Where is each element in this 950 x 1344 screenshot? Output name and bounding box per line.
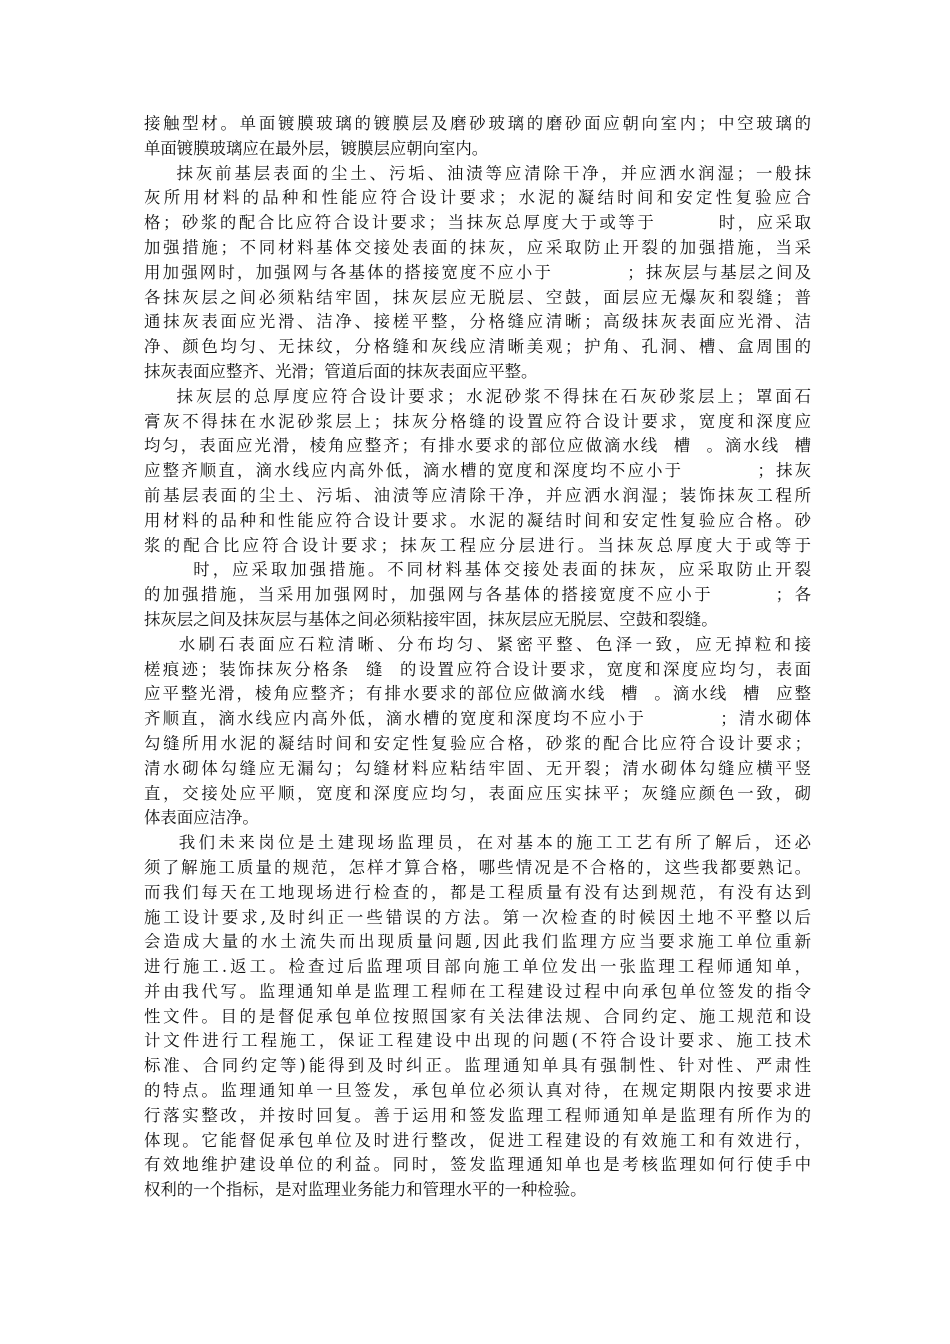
text-line: 接触型材。单面镀膜玻璃的镀膜层及磨砂玻璃的磨砂面应朝向室内；中空玻璃的 (144, 114, 811, 133)
text-line: 用加强网时，加强网与各基体的搭接宽度不应小于 ；抹灰层与基层之间及 (144, 262, 811, 282)
text-line: 性文件。目的是督促承包单位按照国家有关法律法规、合同约定、施工规范和设 (144, 1006, 811, 1026)
text-line: 须了解施工质量的规范，怎样才算合格，哪些情况是不合格的，这些我都要熟记。 (144, 857, 811, 877)
paragraph (144, 831, 811, 1203)
document-body (144, 112, 811, 1203)
text-line: 格；砂浆的配合比应符合设计要求；当抹灰总厚度大于或等于 时，应采取 (144, 213, 811, 233)
text-line: 通抹灰表面应光滑、洁净、接槎平整，分格缝应清晰；高级抹灰表面应光滑、洁 (144, 312, 811, 332)
text-line: 的特点。监理通知单一旦签发，承包单位必须认真对待，在规定期限内按要求进 (144, 1081, 811, 1101)
text-line: 抹灰层之间及抹灰层与基体之间必须粘接牢固，抹灰层应无脱层、空鼓和裂缝。 (144, 609, 718, 629)
text-line: 均匀，表面应光滑，棱角应整齐；有排水要求的部位应做滴水线 槽 。滴水线 槽 (144, 436, 811, 456)
text-line: 用材料的品种和性能应符合设计要求。水泥的凝结时间和安定性复验应合格。砂 (144, 510, 811, 530)
text-line: 体现。它能督促承包单位及时进行整改，促进工程建设的有效施工和有效进行， (144, 1130, 811, 1150)
text-line: 水刷石表面应石粒清晰、分布均匀、紧密平整、色泽一致，应无掉粒和接 (144, 634, 811, 654)
paragraph (144, 385, 811, 633)
text-line: 应平整光滑，棱角应整齐；有排水要求的部位应做滴水线 槽 。滴水线 槽 应整 (144, 684, 811, 704)
text-line: 清水砌体勾缝应无漏勾；勾缝材料应粘结牢固、无开裂；清水砌体勾缝应横平竖 (144, 758, 811, 778)
text-line: 权利的一个指标，是对监理业务能力和管理水平的一种检验。 (144, 1180, 587, 1200)
text-line: 有效地维护建设单位的利益。同时，签发监理通知单也是考核监理如何行使手中 (144, 1155, 811, 1175)
text-line: 勾缝所用水泥的凝结时间和安定性复验应合格，砂浆的配合比应符合设计要求； (144, 733, 811, 753)
text-line: 施工设计要求,及时纠正一些错误的方法。第一次检查的时候因土地不平整以后 (144, 907, 811, 927)
text-line: 行落实整改，并按时回复。善于运用和签发监理工程师通知单是监理有所作为的 (144, 1105, 811, 1125)
text-line: 会造成大量的水土流失而出现质量问题,因此我们监理方应当要求施工单位重新 (144, 932, 811, 952)
text-line: 单面镀膜玻璃应在最外层，镀膜层应朝向室内。 (144, 138, 489, 158)
text-line: 膏灰不得抹在水泥砂浆层上；抹灰分格缝的设置应符合设计要求，宽度和深度应 (144, 411, 811, 431)
text-line: 时，应采取加强措施。不同材料基体交接处表面的抹灰，应采取防止开裂 (144, 560, 811, 580)
text-line: 槎痕迹；装饰抹灰分格条 缝 的设置应符合设计要求，宽度和深度应均匀，表面 (144, 659, 811, 679)
text-line: 标准、合同约定等)能得到及时纠正。监理通知单具有强制性、针对性、严肃性 (144, 1056, 811, 1076)
text-line: 直，交接处应平顺，宽度和深度应均匀，表面应压实抹平；灰缝应颜色一致，砌 (144, 783, 811, 803)
text-line: 抹灰表面应整齐、光滑；管道后面的抹灰表面应平整。 (144, 361, 538, 381)
text-line: 并由我代写。监理通知单是监理工程师在工程建设过程中向承包单位签发的指令 (144, 981, 811, 1001)
text-line: 体表面应洁净。 (144, 808, 259, 828)
paragraph (144, 112, 811, 162)
text-line: 应整齐顺直，滴水线应内高外低，滴水槽的宽度和深度均不应小于 ；抹灰 (144, 461, 811, 481)
text-line: 加强措施；不同材料基体交接处表面的抹灰，应采取防止开裂的加强措施，当采 (144, 237, 811, 257)
text-line: 前基层表面的尘土、污垢、油渍等应清除干净，并应洒水润湿；装饰抹灰工程所 (144, 485, 811, 505)
text-line: 各抹灰层之间必须粘结牢固，抹灰层应无脱层、空鼓，面层应无爆灰和裂缝；普 (144, 287, 811, 307)
text-line: 计文件进行工程施工，保证工程建设中出现的问题(不符合设计要求、施工技术 (144, 1031, 811, 1051)
text-line: 的加强措施，当采用加强网时，加强网与各基体的搭接宽度不应小于 ；各 (144, 585, 811, 605)
text-line: 浆的配合比应符合设计要求；抹灰工程应分层进行。当抹灰总厚度大于或等于 (144, 535, 811, 555)
text-line: 我们未来岗位是土建现场监理员，在对基本的施工工艺有所了解后，还必 (144, 833, 811, 853)
text-line: 灰所用材料的品种和性能应符合设计要求；水泥的凝结时间和安定性复验应合 (144, 188, 811, 208)
text-line: 而我们每天在工地现场进行检查的，都是工程质量有没有达到规范，有没有达到 (144, 882, 811, 902)
text-line: 净、颜色均匀、无抹纹，分格缝和灰线应清晰美观；护角、孔洞、槽、盒周围的 (144, 337, 811, 357)
text-line: 抹灰层的总厚度应符合设计要求；水泥砂浆不得抹在石灰砂浆层上；罩面石 (144, 386, 811, 406)
paragraph (144, 633, 811, 831)
text-line: 抹灰前基层表面的尘土、污垢、油渍等应清除干净，并应洒水润湿；一般抹 (144, 163, 811, 183)
paragraph (144, 162, 811, 385)
text-line: 进行施工.返工。检查过后监理项目部向施工单位发出一张监理工程师通知单， (144, 957, 811, 977)
text-line: 齐顺直，滴水线应内高外低，滴水槽的宽度和深度均不应小于 ；清水砌体 (144, 709, 811, 729)
